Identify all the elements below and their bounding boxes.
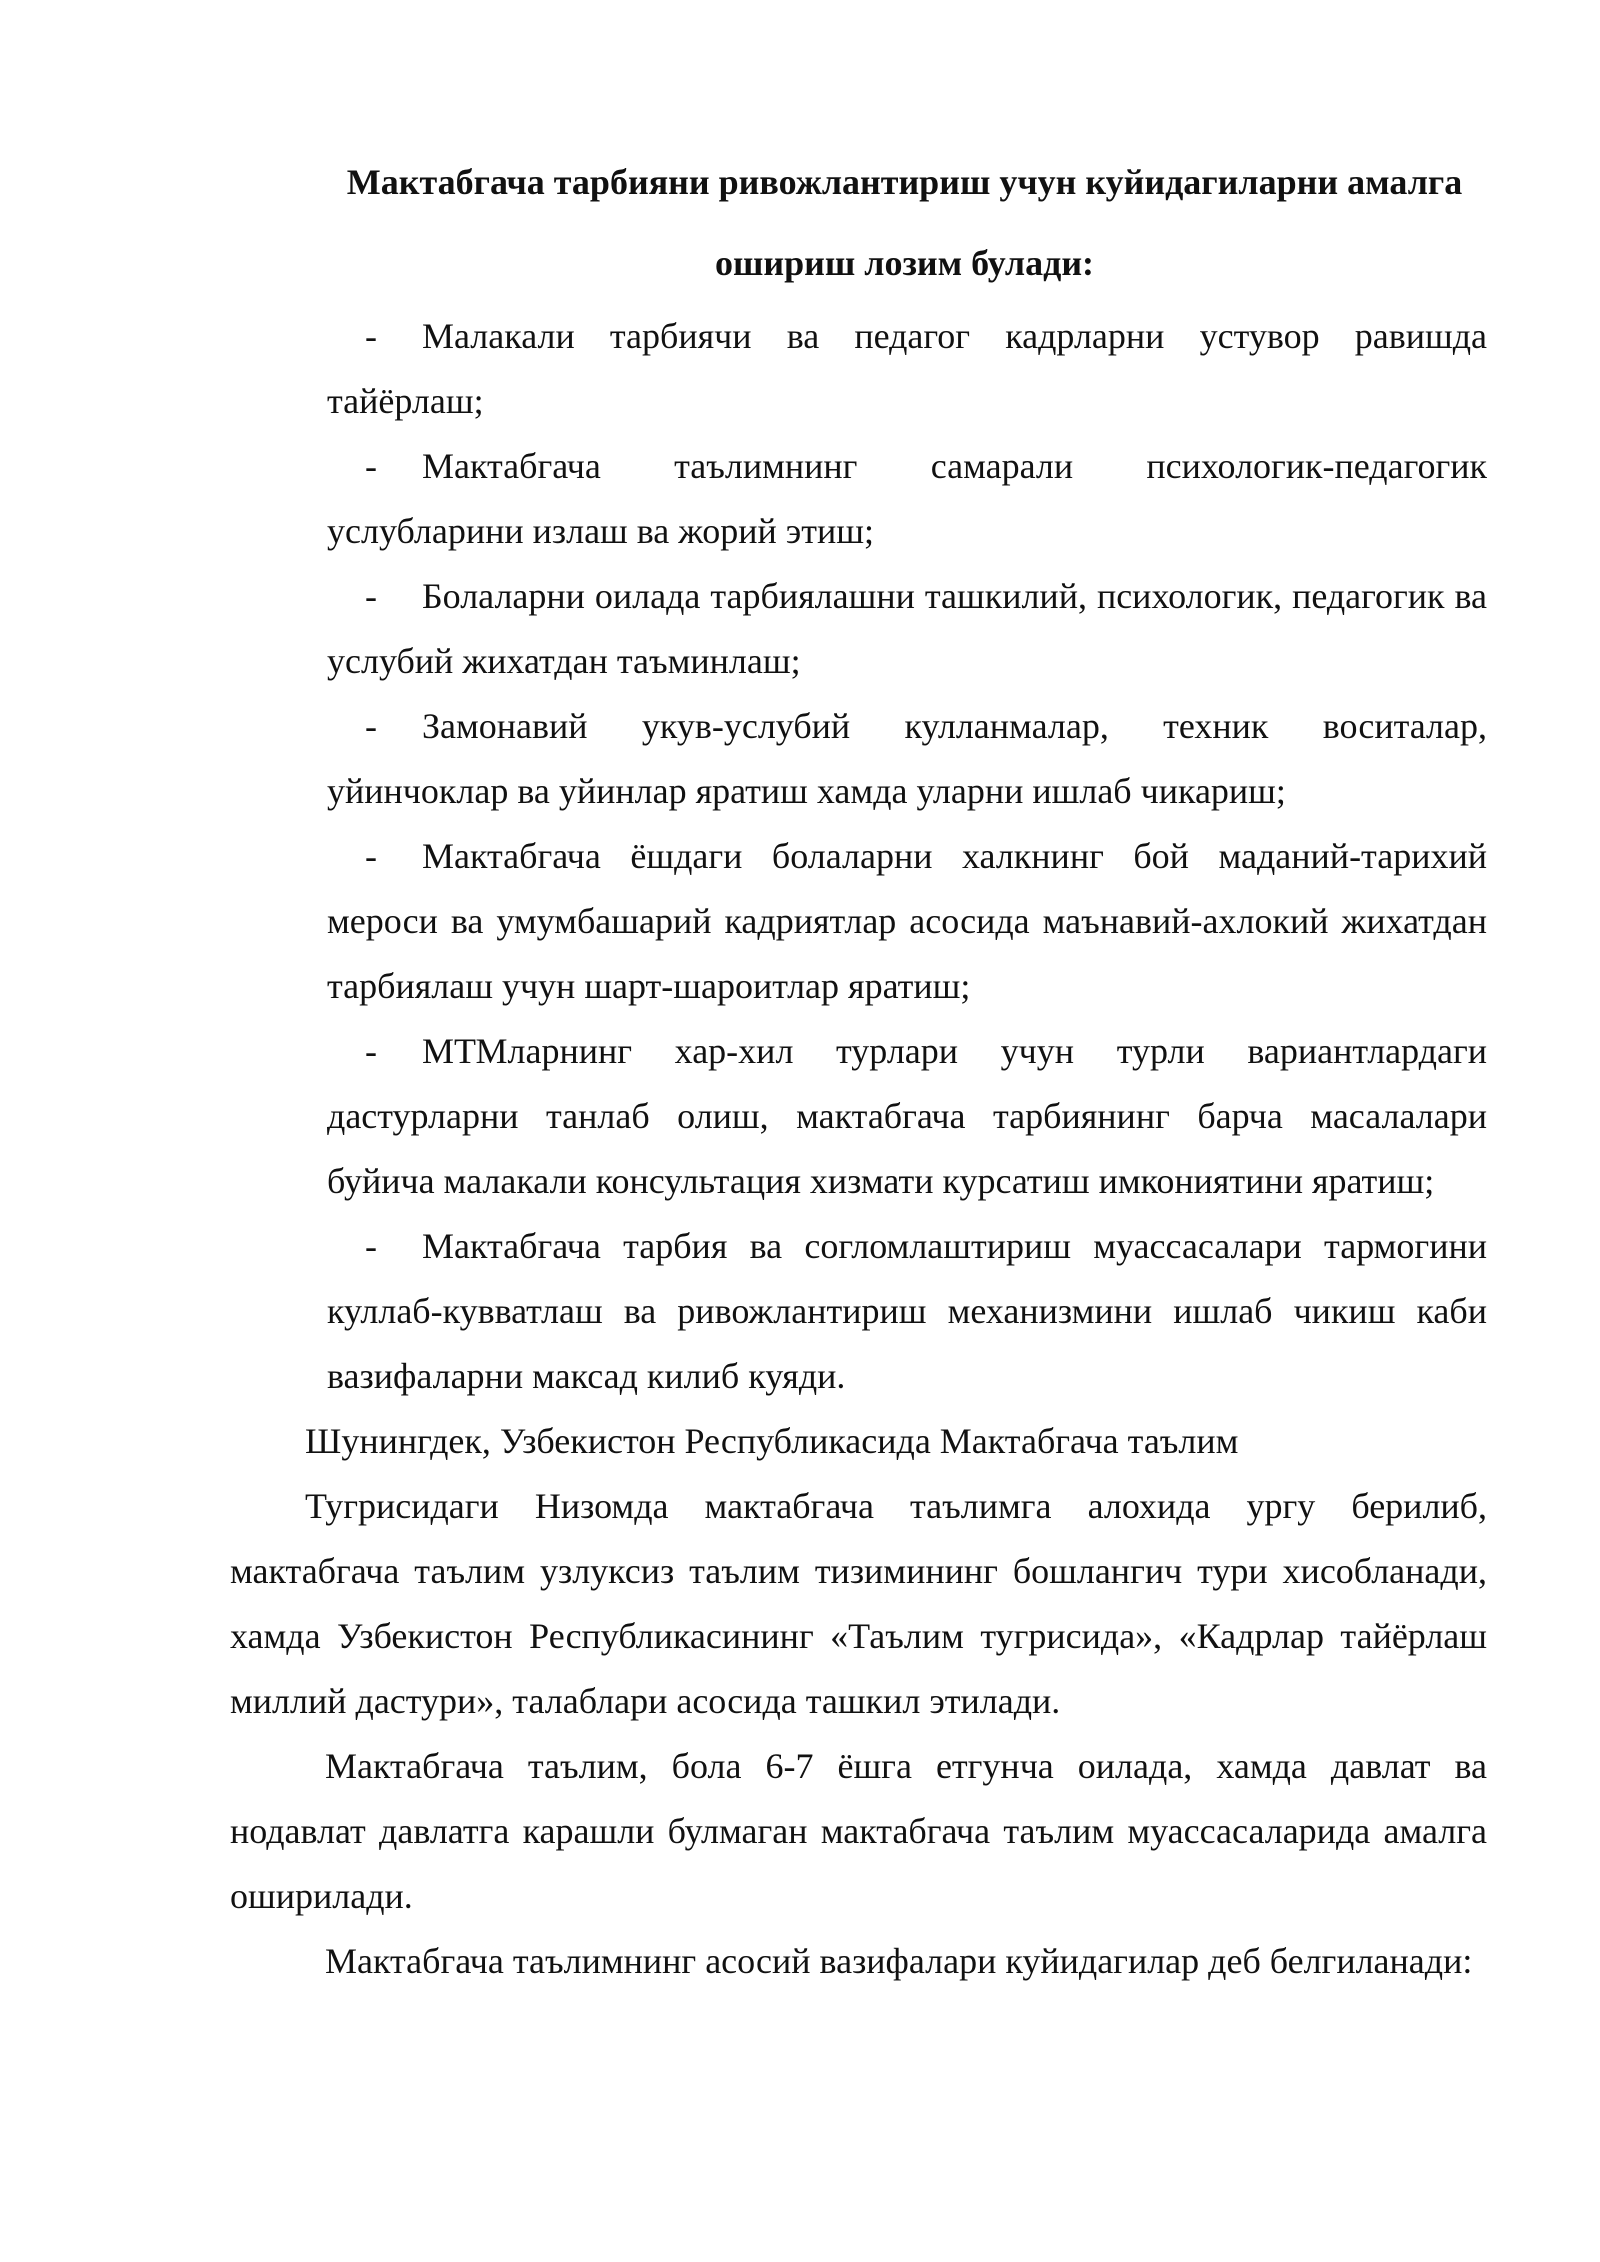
list-item — [327, 824, 1487, 1019]
list-item — [327, 434, 1487, 564]
bullet-marker: - — [365, 316, 377, 356]
bullet-marker: - — [365, 576, 377, 616]
list-item-text: Мактабгача тарбия ва согломлаштириш муассасалари тармогини куллаб-кувватлаш ва ривожлантириш механизмини ишлаб чикиш каби вазифаларни максад килиб куяди. — [327, 1226, 1487, 1396]
paragraph-regulation: Тугрисидаги Низомда мактабгача таълимга алохида ургу берилиб, мактабгача таълим узлуксиз таълим тизимининг бошлангич тури хисобланади, хамда Узбекистон Республикасининг «Таълим тугрисида», «Кадрлар тайёрлаш миллий дастури», талаблари асосида ташкил этилади. — [230, 1486, 1487, 1721]
bullet-marker: - — [365, 836, 377, 876]
list-item — [327, 1214, 1487, 1409]
list-item-text: Замонавий укув-услубий кулланмалар, техник воситалар, уйинчоклар ва уйинлар яратиш хамда уларни ишлаб чикариш; — [327, 706, 1487, 811]
bullet-marker: - — [365, 1031, 377, 1071]
paragraph-preschool-scope: Мактабгача таълим, бола 6-7 ёшга етгунча оилада, хамда давлат ва нодавлат давлатга карашли булмаган мактабгача таълим муассасаларида амалга оширилади. — [230, 1746, 1487, 1916]
list-item-text: Мактабгача ёшдаги болаларни халкнинг бой маданий-тарихий мероси ва умумбашарий кадриятлар асосида маънавий-ахлокий жихатдан тарбиялаш учун шарт-шароитлар яратиш; — [327, 836, 1487, 1006]
list-item — [327, 304, 1487, 434]
list-item-text: Малакали тарбиячи ва педагог кадрларни устувор равишда тайёрлаш; — [327, 316, 1487, 421]
list-item — [327, 1019, 1487, 1214]
paragraph-main-tasks: Мактабгача таълимнинг асосий вазифалари куйидагилар деб белгиланади: — [325, 1941, 1473, 1981]
list-item — [327, 564, 1487, 694]
bullet-marker: - — [365, 446, 377, 486]
list-item-text: Мактабгача таълимнинг самарали психологик-педагогик услубларини излаш ва жорий этиш; — [327, 446, 1487, 551]
bullet-marker: - — [365, 1226, 377, 1266]
paragraph-intro-line: Шунингдек, Узбекистон Республикасида Мактабгача таълим — [305, 1421, 1239, 1461]
bullet-marker: - — [365, 706, 377, 746]
list-item — [327, 694, 1487, 824]
document-body — [230, 142, 1487, 1994]
list-item-text: Болаларни оилада тарбиялашни ташкилий, психологик, педагогик ва услубий жихатдан таъминлаш; — [327, 576, 1487, 681]
task-list — [230, 304, 1487, 1409]
document-title: Мактабгача тарбияни ривожлантириш учун куйидагиларни амалга ошириш лозим булади: — [346, 162, 1463, 283]
list-item-text: МТМларнинг хар-хил турлари учун турли вариантлардаги дастурларни танлаб олиш, мактабгача тарбиянинг барча масалалари буйича малакали консультация хизмати курсатиш имкониятини яратиш; — [327, 1031, 1487, 1201]
